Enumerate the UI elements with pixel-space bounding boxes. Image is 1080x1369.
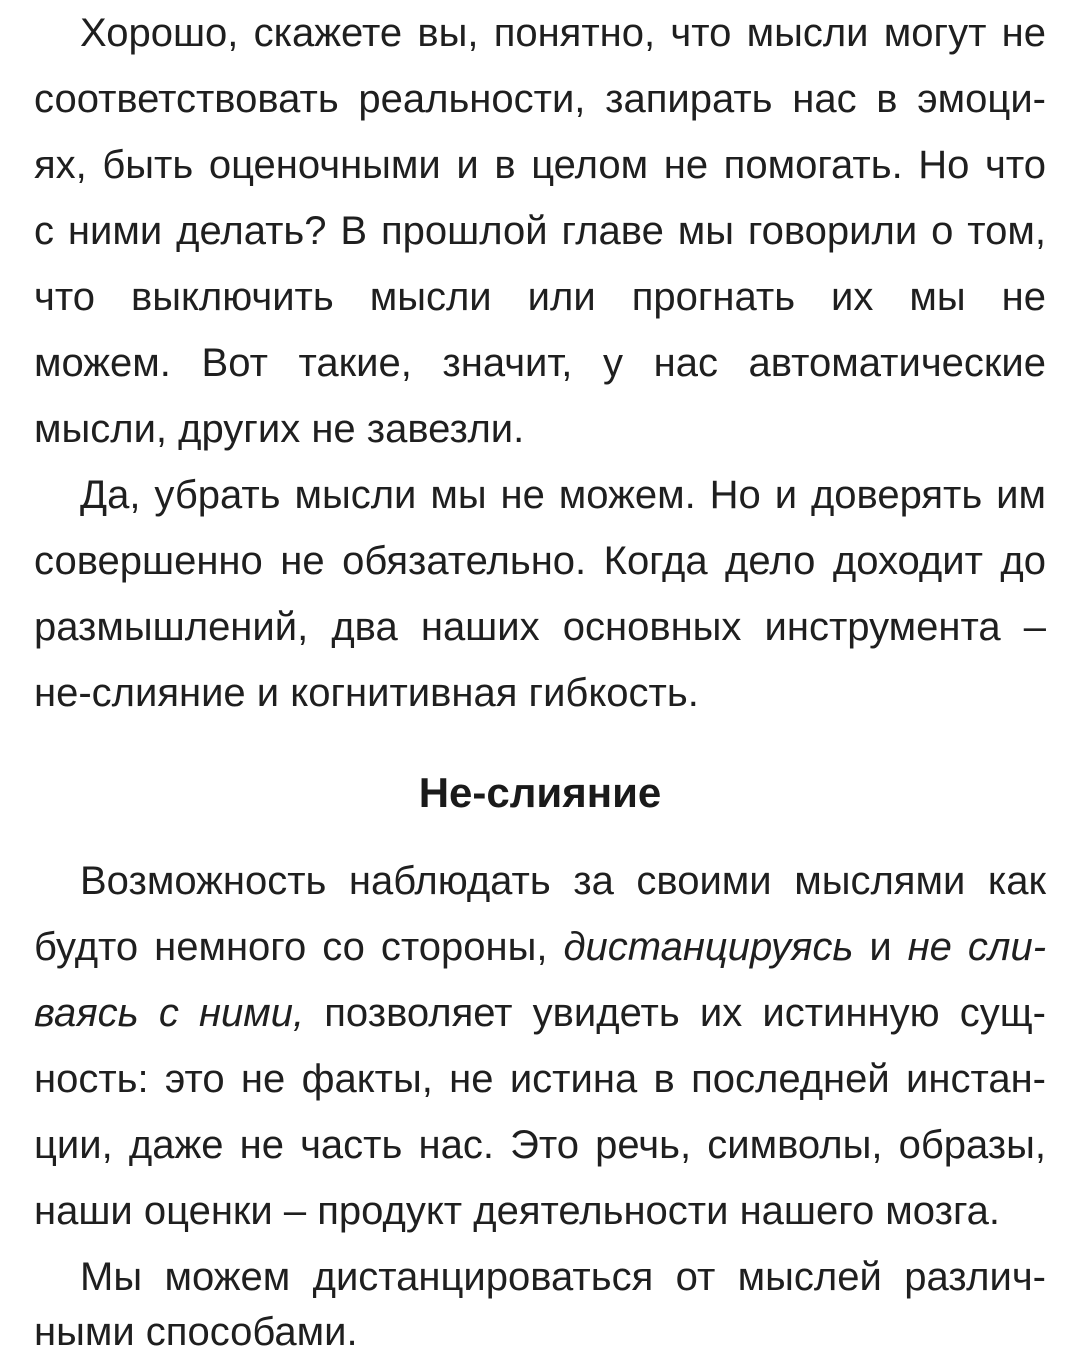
text-line: ными способами. xyxy=(34,1310,358,1354)
text-line: с ними делать? В прошлой главе мы говорили о том, xyxy=(34,209,1046,253)
text-line: совершенно не обязательно. Когда дело доходит до xyxy=(34,539,1046,583)
text-line: Возможность наблюдать за своими мыслями как xyxy=(80,859,1046,903)
text-line: ции, даже не часть нас. Это речь, символы, образы, xyxy=(34,1123,1046,1167)
text-line xyxy=(34,914,1046,980)
section-heading: Не-слияние xyxy=(418,769,662,816)
text-run: позволяет увидеть их истинную сущ- xyxy=(304,991,1047,1035)
text-line: мысли, других не завезли. xyxy=(34,407,525,451)
text-run: и xyxy=(853,925,908,969)
text-line xyxy=(34,980,1046,1046)
text-line: ях, быть оценочными и в целом не помогать. Но что xyxy=(34,143,1046,187)
text-line: Хорошо, скажете вы, понятно, что мысли могут не xyxy=(80,11,1046,55)
text-line: можем. Вот такие, значит, у нас автоматические xyxy=(34,341,1046,385)
text-line: ность: это не факты, не истина в последней инстан- xyxy=(34,1057,1046,1101)
italic-term: дистанцируясь xyxy=(563,925,854,969)
text-line: размышлений, два наших основных инструмента – xyxy=(34,605,1046,649)
text-line: соответствовать реальности, запирать нас в эмоци- xyxy=(34,77,1046,121)
text-line: что выключить мысли или прогнать их мы не xyxy=(34,275,1046,319)
text-run: будто немного со стороны, xyxy=(34,925,564,969)
text-line: наши оценки – продукт деятельности нашего мозга. xyxy=(34,1189,1001,1233)
text-line: не-слияние и когнитивная гибкость. xyxy=(34,671,699,715)
italic-term: ваясь с ними, xyxy=(34,991,305,1035)
text-line: Да, убрать мысли мы не можем. Но и доверять им xyxy=(80,473,1046,517)
text-line: Мы можем дистанцироваться от мыслей различ- xyxy=(80,1255,1046,1299)
italic-term: не сли- xyxy=(907,925,1047,969)
